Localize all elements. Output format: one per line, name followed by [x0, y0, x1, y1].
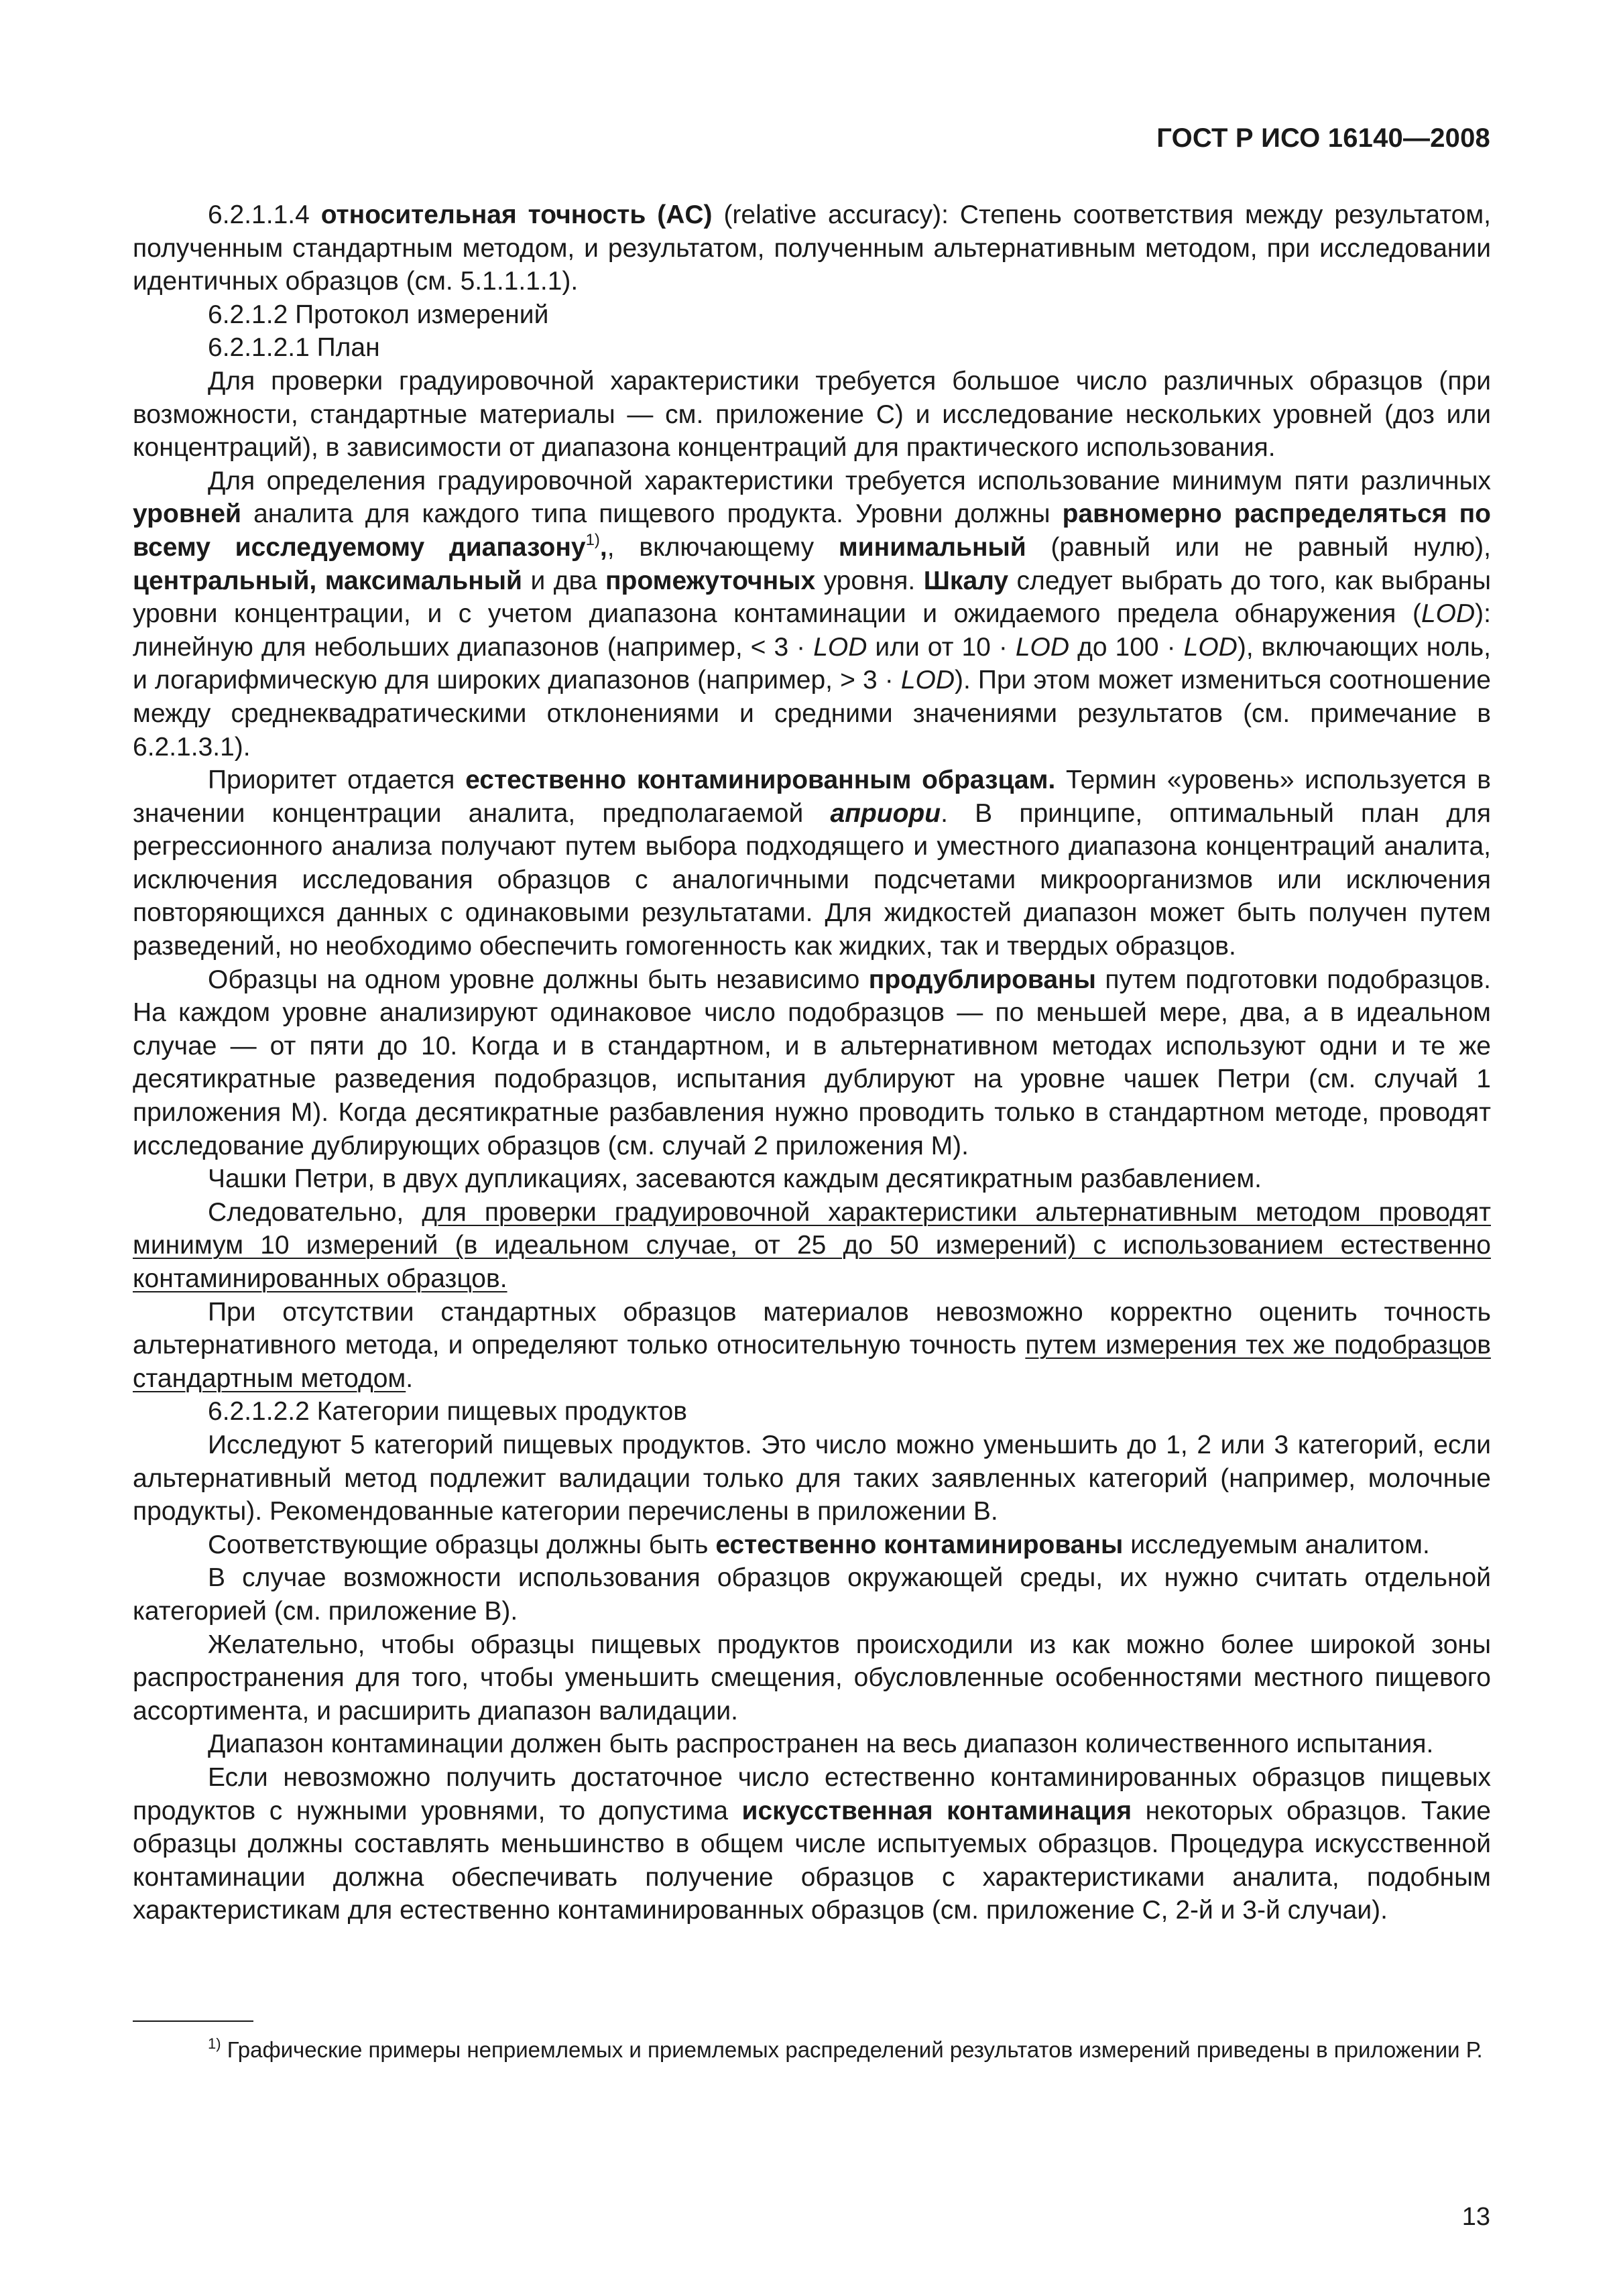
main-text [133, 198, 1491, 1927]
paragraph-6-2-1-1-4: 6.2.1.1.4 относительная точность (AC) (relative accuracy): Степень соответствия между результатом, полученным стандартным методом, и результатом, полученным альтернативным методом, при исследовании идентичных образцов (см. 5.1.1.1.1). [133, 200, 1491, 296]
paragraph: Исследуют 5 категорий пищевых продуктов. Это число можно уменьшить до 1, 2 или 3 категорий, если альтернативный метод подлежит валидации только для таких заявленных категорий (например, молочные продукты). Рекомендованные категории перечислены в приложении В. [133, 1430, 1491, 1526]
paragraph: Желательно, чтобы образцы пищевых продуктов происходили из как можно более широкой зоны распространения для того, чтобы уменьшить смещения, обусловленные особенностями местного пищевого ассортимента, и расширить диапазон валидации. [133, 1630, 1491, 1726]
paragraph-duplicates: Образцы на одном уровне должны быть независимо продублированы путем подготовки подобразцов. На каждом уровне анализируют одинаковое число подобразцов — по меньшей мере, два, а в идеальном случае — от пяти до 10. Когда и в стандартном, и в альтернативном методах используют одни и те же десятикратные разведения подобразцов, испытания дублируют на уровне чашек Петри (см. случай 1 приложения М). Когда десятикратные разбавления нужно проводить только в стандартном методе, проводят исследование дублирующих образцов (см. случай 2 приложения М). [133, 965, 1491, 1160]
paragraph: Для проверки градуировочной характеристики требуется большое число различных образцов (при возможности, стандартные материалы — см. приложение С) и исследование нескольких уровней (доз или концентраций), в зависимости от диапазона концентраций для практического использования. [133, 366, 1491, 463]
section-heading-6-2-1-2-2: 6.2.1.2.2 Категории пищевых продуктов [208, 1397, 688, 1427]
footnote-marker: 1) [208, 2035, 221, 2052]
section-heading-6-2-1-2-1: 6.2.1.2.1 План [208, 333, 380, 363]
document-header: ГОСТ Р ИСО 16140—2008 [1156, 123, 1490, 153]
paragraph: Чашки Петри, в двух дупликациях, засеваются каждым десятикратным разбавлением. [208, 1164, 1262, 1194]
term-relative-accuracy: относительная точность (AC) [320, 200, 713, 229]
paragraph-levels: Для определения градуировочной характеристики требуется использование минимум пяти различных уровней аналита для каждого типа пищевого продукта. Уровни должны равномерно распределяться по всему исследуемому диапазону$^{1)}$,, включающему минимальный (равный или не равный нулю), центральный, максимальный и два промежуточных уровня. Шкалу следует выбрать до того, как выбраны уровни концентрации, и с учетом диапазона контаминации и ожидаемого предела обнаружения (LOD): линейную для небольших диапазонов (например, < 3 · LOD или от 10 · LOD до 100 · LOD), включающих ноль, и логарифмическую для широких диапазонов (например, > 3 · LOD). При этом может измениться соотношение между среднеквадратическими отклонениями и средними значениями результатов (см. примечание в 6.2.1.3.1). [133, 466, 1492, 762]
page-number: 13 [1461, 2203, 1490, 2231]
footnote: $^{1)}$ Графические примеры неприемлемых и приемлемых распределений результатов измерений приведены в приложении Р. [208, 2035, 1483, 2062]
section-heading-6-2-1-2: 6.2.1.2 Протокол измерений [208, 300, 549, 329]
paragraph-relative-accuracy: При отсутствии стандартных образцов материалов невозможно корректно оценить точность альтернативного метода, и определяют только относительную точность путем измерения тех же подобразцов стандартным методом. [133, 1297, 1491, 1393]
paragraph: Диапазон контаминации должен быть распространен на весь диапазон количественного испытания. [208, 1730, 1434, 1759]
paragraph: В случае возможности использования образцов окружающей среды, их нужно считать отдельной категорией (см. приложение В). [133, 1563, 1491, 1626]
footnote-divider [133, 2020, 253, 2022]
paragraph-minimum-measurements: Следовательно, для проверки градуировочной характеристики альтернативным методом проводят минимум 10 измерений (в идеальном случае, от 25 до 50 измерений) с использованием естественно контаминированных образцов. [133, 1197, 1491, 1293]
paragraph-artificial-contamination: Если невозможно получить достаточное число естественно контаминированных образцов пищевых продуктов с нужными уровнями, то допустима искусственная контаминация некоторых образцов. Такие образцы должны составлять меньшинство в общем числе испытуемых образцов. Процедура искусственной контаминации должна обеспечивать получение образцов с характеристиками аналита, подобным характеристикам для естественно контаминированных образцов (см. приложение С, 2-й и 3-й случаи). [133, 1762, 1491, 1925]
footnote-reference: 1) [585, 530, 600, 549]
paragraph: Соответствующие образцы должны быть естественно контаминированы исследуемым аналитом. [208, 1530, 1430, 1559]
paragraph-priority: Приоритет отдается естественно контаминированным образцам. Термин «уровень» используется в значении концентрации аналита, предполагаемой априори. В принципе, оптимальный план для регрессионного анализа получают путем выбора подходящего и уместного диапазона концентраций аналита, исключения исследования образцов с аналогичными подсчетами микроорганизмов или исключения повторяющихся данных с одинаковыми результатами. Для жидкостей диапазон может быть получен путем разведений, но необходимо обеспечить гомогенность как жидких, так и твердых образцов. [133, 766, 1491, 961]
